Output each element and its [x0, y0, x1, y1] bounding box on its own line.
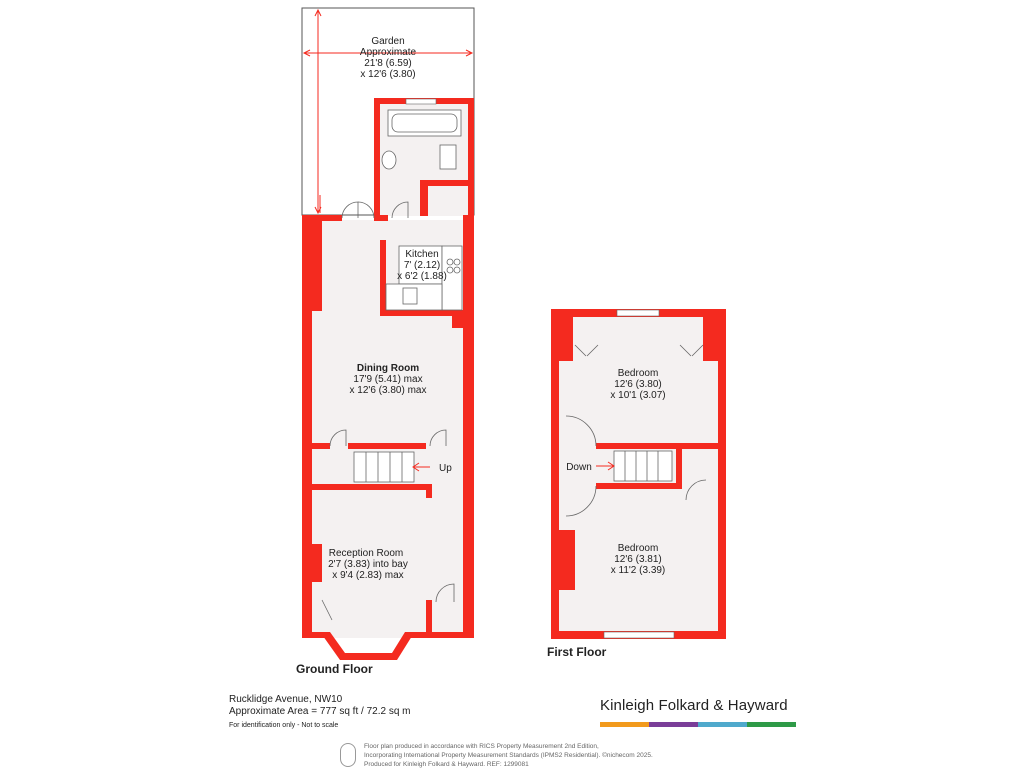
bedroom-1-label: Bedroom	[617, 368, 659, 379]
bedroom-2-dimension-1: 12'6 (3.81)	[614, 554, 662, 565]
property-info	[229, 694, 411, 732]
first-floor-title: First Floor	[547, 645, 607, 659]
garden-label: Garden	[371, 36, 405, 47]
reception-room-label: Reception Room	[328, 548, 404, 559]
nichecom-logo-icon	[340, 743, 356, 767]
reception-dimension-2: x 9'4 (2.83) max	[332, 570, 404, 581]
footer-line-3: Produced for Kinleigh Folkard & Hayward. REF: 1299081	[364, 761, 529, 768]
reception-dimension-1: 2'7 (3.83) into bay	[328, 559, 408, 570]
footer-line-2: Incorporating International Property Measurement Standards (IPMS2 Residential). ©nichecom 2025.	[364, 752, 653, 759]
address: Rucklidge Avenue, NW10	[229, 694, 343, 705]
ground-stairs	[354, 452, 414, 482]
bedroom-1-dimension-2: x 10'1 (3.07)	[610, 390, 666, 401]
bedroom-1-dimension-1: 12'6 (3.80)	[614, 379, 662, 390]
kitchen-dimension-2: x 6'2 (1.88)	[397, 271, 447, 282]
ground-rear-window	[406, 99, 436, 104]
stairs-up-label: Up	[439, 463, 452, 474]
brand-bar-blue	[698, 722, 747, 727]
brand-logo-text: Kinleigh Folkard & Hayward	[600, 697, 788, 714]
footer-notes	[364, 742, 653, 769]
garden-sub-label: Approximate	[359, 47, 417, 58]
kitchen-label: Kitchen	[405, 249, 439, 260]
approximate-area: Approximate Area = 777 sq ft / 72.2 sq m	[229, 706, 411, 717]
ground-floor-title: Ground Floor	[296, 662, 373, 676]
garden-dimension-2: x 12'6 (3.80)	[360, 69, 416, 80]
dining-dimension-2: x 12'6 (3.80) max	[349, 385, 427, 396]
dining-room-label: Dining Room	[356, 363, 420, 374]
stairs-down-label: Down	[566, 462, 592, 473]
brand-bar-purple	[649, 722, 698, 727]
dining-dimension-1: 17'9 (5.41) max	[353, 374, 423, 385]
first-floor-rear-window	[617, 310, 659, 316]
bedroom-2-dimension-2: x 11'2 (3.39)	[610, 565, 666, 576]
brand-color-bar	[600, 722, 796, 727]
brand-bar-orange	[600, 722, 649, 727]
kitchen-dimension-1: 7' (2.12)	[403, 260, 441, 271]
first-floor-front-window	[604, 632, 674, 638]
first-floor-stairs	[614, 451, 672, 481]
brand-bar-green	[747, 722, 796, 727]
bedroom-2-label: Bedroom	[617, 543, 659, 554]
footer-line-1: Floor plan produced in accordance with RICS Property Measurement 2nd Edition,	[364, 743, 599, 750]
ground-floor	[302, 8, 474, 660]
disclaimer: For identification only - Not to scale	[229, 722, 339, 729]
garden-dimension-1: 21'8 (6.59)	[364, 58, 412, 69]
